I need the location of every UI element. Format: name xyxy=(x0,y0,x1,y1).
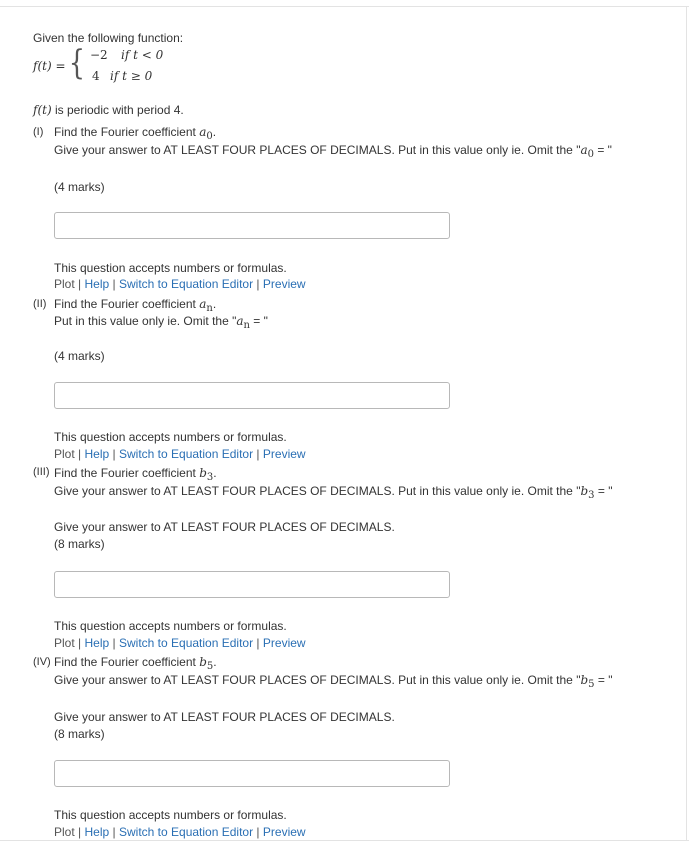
part-1-omit-letter: a xyxy=(580,143,588,157)
part-3-omit-tail: = " xyxy=(597,484,613,498)
part-4-omit-sub: 5 xyxy=(588,679,595,690)
part-1-coef-letter: a xyxy=(199,125,207,139)
part-2-prompt-text: Find the Fourier coefficient xyxy=(54,297,196,311)
part-1-help-link[interactable]: Help xyxy=(84,277,110,291)
part-3-sep-1: | xyxy=(78,636,82,650)
periodic-function: f(t) xyxy=(33,103,52,117)
part-2-coef-sub: n xyxy=(206,303,213,314)
part-3-omit-sub: 3 xyxy=(588,490,595,501)
part-3-answer-input[interactable] xyxy=(54,571,450,598)
part-1-omit-sub: 0 xyxy=(587,149,594,160)
part-3-number: (III) xyxy=(33,466,50,478)
part-2-sep-2: | xyxy=(112,447,116,461)
part-4-instruction-text: Give your answer to AT LEAST FOUR PLACES OF DECIMALS. Put in this value only ie. Omit the " xyxy=(54,673,581,687)
part-1-omit-tail: = " xyxy=(597,143,612,157)
part-1-sep-3: | xyxy=(256,277,260,291)
part-2-preview-link[interactable]: Preview xyxy=(262,447,306,461)
part-1-instruction-text: Give your answer to AT LEAST FOUR PLACES OF DECIMALS. Put in this value only ie. Omit the " xyxy=(54,143,581,157)
part-2-prompt: Find the Fourier coefficient $a_n$. xyxy=(54,297,217,314)
part-3-prompt: Find the Fourier coefficient $b_3$. xyxy=(54,466,217,483)
part-2-omit-letter: a xyxy=(236,314,244,328)
part-3-switch-editor-link[interactable]: Switch to Equation Editor xyxy=(119,636,254,650)
part-3-extra: Give your answer to AT LEAST FOUR PLACES OF DECIMALS. xyxy=(54,520,395,534)
part-3-marks: (8 marks) xyxy=(54,537,105,551)
part-3-help-link[interactable]: Help xyxy=(84,636,110,650)
part-2-sep-1: | xyxy=(78,447,82,461)
part-1-preview-link[interactable]: Preview xyxy=(262,277,306,291)
case2-value: 4 xyxy=(92,69,100,83)
piecewise-brace: { xyxy=(68,43,85,83)
part-3-omit-letter: b xyxy=(580,484,589,498)
part-1-accepts-text: This question accepts numbers or formulas. xyxy=(54,261,287,275)
part-2-sep-3: | xyxy=(256,447,260,461)
part-1-coef-sub: 0 xyxy=(206,131,213,142)
case2-condition: if t ≥ 0 xyxy=(110,69,153,83)
part-4-plot-link[interactable]: Plot xyxy=(54,825,75,839)
part-4-switch-editor-link[interactable]: Switch to Equation Editor xyxy=(119,825,254,839)
part-3-accepts-text: This question accepts numbers or formulas. xyxy=(54,619,287,633)
part-2-answer-input[interactable] xyxy=(54,382,450,409)
part-3-tools xyxy=(54,636,306,650)
part-3-coef-sub: 3 xyxy=(206,472,214,483)
part-2-marks: (4 marks) xyxy=(54,349,105,363)
part-4-preview-link[interactable]: Preview xyxy=(262,825,306,839)
intro-text: Given the following function: xyxy=(33,31,184,45)
part-4-number: (IV) xyxy=(33,656,51,668)
periodic-text: is periodic with period 4. xyxy=(54,103,184,117)
part-2-accepts-text: This question accepts numbers or formulas. xyxy=(54,430,287,444)
part-1-prompt: Find the Fourier coefficient $a_0$. xyxy=(54,125,217,142)
part-4-prompt-text: Find the Fourier coefficient xyxy=(54,655,196,669)
part-2-plot-link[interactable]: Plot xyxy=(54,447,75,461)
part-1-sep-1: | xyxy=(78,277,82,291)
part-1-number: (I) xyxy=(33,126,44,138)
frame-bottom-border xyxy=(0,840,689,841)
part-4-prompt: Find the Fourier coefficient $b_5$. xyxy=(54,655,217,672)
part-3-sep-2: | xyxy=(112,636,116,650)
part-2-help-link[interactable]: Help xyxy=(84,447,110,461)
case1-condition: if t < 0 xyxy=(121,48,164,62)
frame-top-border xyxy=(0,6,689,7)
part-1-switch-editor-link[interactable]: Switch to Equation Editor xyxy=(119,277,254,291)
part-3-instruction xyxy=(54,484,613,501)
part-4-accepts-text: This question accepts numbers or formulas. xyxy=(54,808,287,822)
part-2-omit-sub: n xyxy=(243,320,250,331)
part-3-instruction-text: Give your answer to AT LEAST FOUR PLACES OF DECIMALS. Put in this value only ie. Omit the " xyxy=(54,484,581,498)
part-2-coef-letter: a xyxy=(199,297,207,311)
part-3-sep-3: | xyxy=(256,636,260,650)
part-3-preview-link[interactable]: Preview xyxy=(262,636,306,650)
part-4-marks: (8 marks) xyxy=(54,727,105,741)
part-2-instruction-text: Put in this value only ie. Omit the " xyxy=(54,314,237,328)
part-4-instruction xyxy=(54,673,613,690)
part-3-prompt-text: Find the Fourier coefficient xyxy=(54,466,196,480)
part-2-number: (II) xyxy=(33,298,47,310)
part-4-help-link[interactable]: Help xyxy=(84,825,110,839)
part-4-extra: Give your answer to AT LEAST FOUR PLACES OF DECIMALS. xyxy=(54,710,395,724)
part-2-omit-tail: = " xyxy=(253,314,268,328)
part-1-sep-2: | xyxy=(112,277,116,291)
part-1-prompt-text: Find the Fourier coefficient xyxy=(54,125,196,139)
frame-right-border xyxy=(686,6,687,840)
part-4-sep-3: | xyxy=(256,825,260,839)
periodic-statement xyxy=(33,103,184,117)
part-2-tools xyxy=(54,447,306,461)
part-1-instruction xyxy=(54,143,612,160)
part-1-tools xyxy=(54,277,306,291)
function-lhs: f(t) = xyxy=(33,59,66,73)
part-3-coef-letter: b xyxy=(199,466,207,480)
part-4-sep-1: | xyxy=(78,825,82,839)
part-1-answer-input[interactable] xyxy=(54,212,450,239)
part-4-tools xyxy=(54,825,306,839)
part-4-coef-sub: 5 xyxy=(206,661,214,672)
part-2-instruction xyxy=(54,314,268,331)
part-2-switch-editor-link[interactable]: Switch to Equation Editor xyxy=(119,447,254,461)
part-4-coef-letter: b xyxy=(199,655,207,669)
part-4-omit-tail: = " xyxy=(597,673,613,687)
part-1-marks: (4 marks) xyxy=(54,180,105,194)
part-4-sep-2: | xyxy=(112,825,116,839)
part-1-plot-link[interactable]: Plot xyxy=(54,277,75,291)
part-4-omit-letter: b xyxy=(580,673,589,687)
case1-value: −2 xyxy=(90,48,108,62)
part-4-answer-input[interactable] xyxy=(54,760,450,787)
part-3-plot-link[interactable]: Plot xyxy=(54,636,75,650)
